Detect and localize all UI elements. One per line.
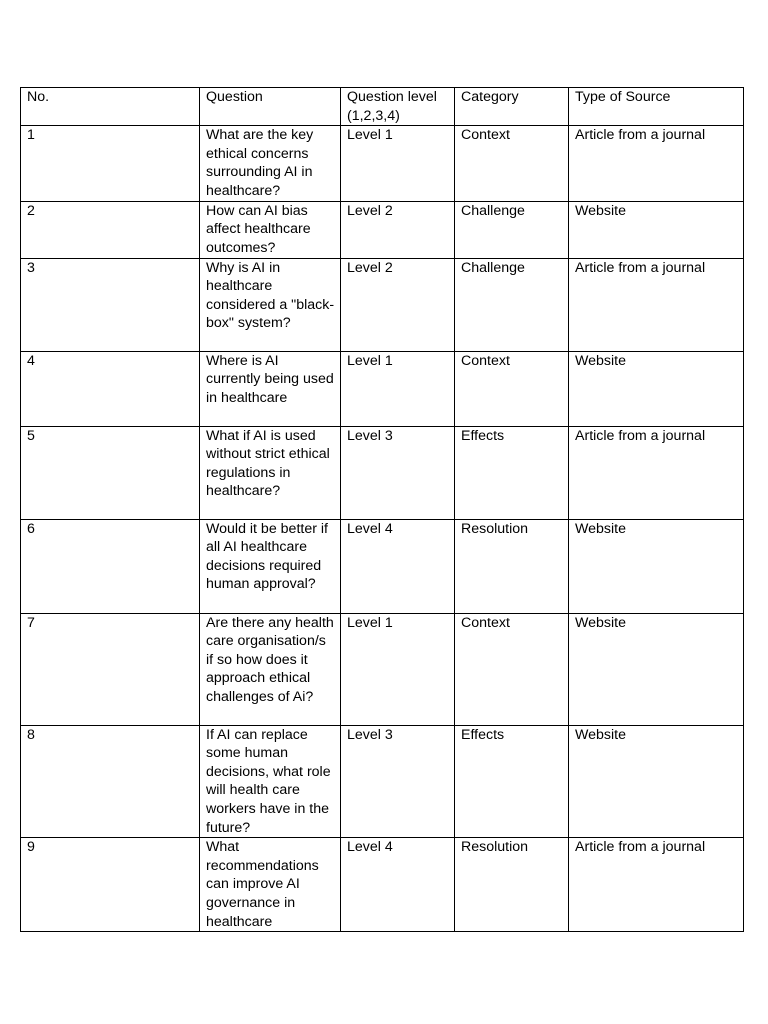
cell-no: 6 — [21, 519, 200, 613]
cell-category: Context — [455, 613, 569, 725]
cell-level: Level 3 — [341, 725, 455, 838]
header-category: Category — [455, 88, 569, 126]
cell-category: Challenge — [455, 201, 569, 258]
cell-source: Website — [569, 613, 744, 725]
cell-no: 1 — [21, 126, 200, 201]
cell-question: Why is AI in healthcare considered a "black-box" system? — [200, 258, 341, 351]
cell-source: Website — [569, 725, 744, 838]
cell-category: Resolution — [455, 519, 569, 613]
cell-question: How can AI bias affect healthcare outcomes? — [200, 201, 341, 258]
table-row — [21, 258, 744, 351]
cell-source: Article from a journal — [569, 258, 744, 351]
cell-no: 5 — [21, 426, 200, 519]
cell-category: Context — [455, 126, 569, 201]
table-row — [21, 838, 744, 932]
table-row — [21, 126, 744, 201]
cell-level: Level 2 — [341, 258, 455, 351]
cell-level: Level 2 — [341, 201, 455, 258]
cell-source: Article from a journal — [569, 838, 744, 932]
cell-question: If AI can replace some human decisions, what role will health care workers have in the future? — [200, 725, 341, 838]
cell-category: Context — [455, 351, 569, 426]
cell-no: 7 — [21, 613, 200, 725]
cell-level: Level 4 — [341, 838, 455, 932]
cell-no: 9 — [21, 838, 200, 932]
cell-level: Level 1 — [341, 613, 455, 725]
header-level: Question level (1,2,3,4) — [341, 88, 455, 126]
header-question: Question — [200, 88, 341, 126]
cell-source: Website — [569, 201, 744, 258]
table-row — [21, 725, 744, 838]
cell-source: Website — [569, 519, 744, 613]
cell-category: Effects — [455, 426, 569, 519]
cell-source: Article from a journal — [569, 126, 744, 201]
table-row — [21, 201, 744, 258]
cell-level: Level 1 — [341, 351, 455, 426]
table-row — [21, 613, 744, 725]
table-header-row — [21, 88, 744, 126]
cell-level: Level 1 — [341, 126, 455, 201]
cell-question: Would it be better if all AI healthcare decisions required human approval? — [200, 519, 341, 613]
cell-no: 3 — [21, 258, 200, 351]
cell-source: Article from a journal — [569, 426, 744, 519]
cell-level: Level 4 — [341, 519, 455, 613]
cell-category: Challenge — [455, 258, 569, 351]
cell-category: Effects — [455, 725, 569, 838]
cell-level: Level 3 — [341, 426, 455, 519]
table-row — [21, 351, 744, 426]
cell-no: 8 — [21, 725, 200, 838]
cell-question: What recommendations can improve AI governance in healthcare — [200, 838, 341, 932]
table-row — [21, 426, 744, 519]
cell-source: Website — [569, 351, 744, 426]
header-source: Type of Source — [569, 88, 744, 126]
cell-question: Where is AI currently being used in healthcare — [200, 351, 341, 426]
table-row — [21, 519, 744, 613]
cell-no: 2 — [21, 201, 200, 258]
cell-question: What if AI is used without strict ethical regulations in healthcare? — [200, 426, 341, 519]
research-questions-table — [20, 87, 744, 932]
cell-question: Are there any health care organisation/s if so how does it approach ethical challenges of Ai? — [200, 613, 341, 725]
cell-question: What are the key ethical concerns surrounding AI in healthcare? — [200, 126, 341, 201]
cell-category: Resolution — [455, 838, 569, 932]
cell-no: 4 — [21, 351, 200, 426]
header-no: No. — [21, 88, 200, 126]
